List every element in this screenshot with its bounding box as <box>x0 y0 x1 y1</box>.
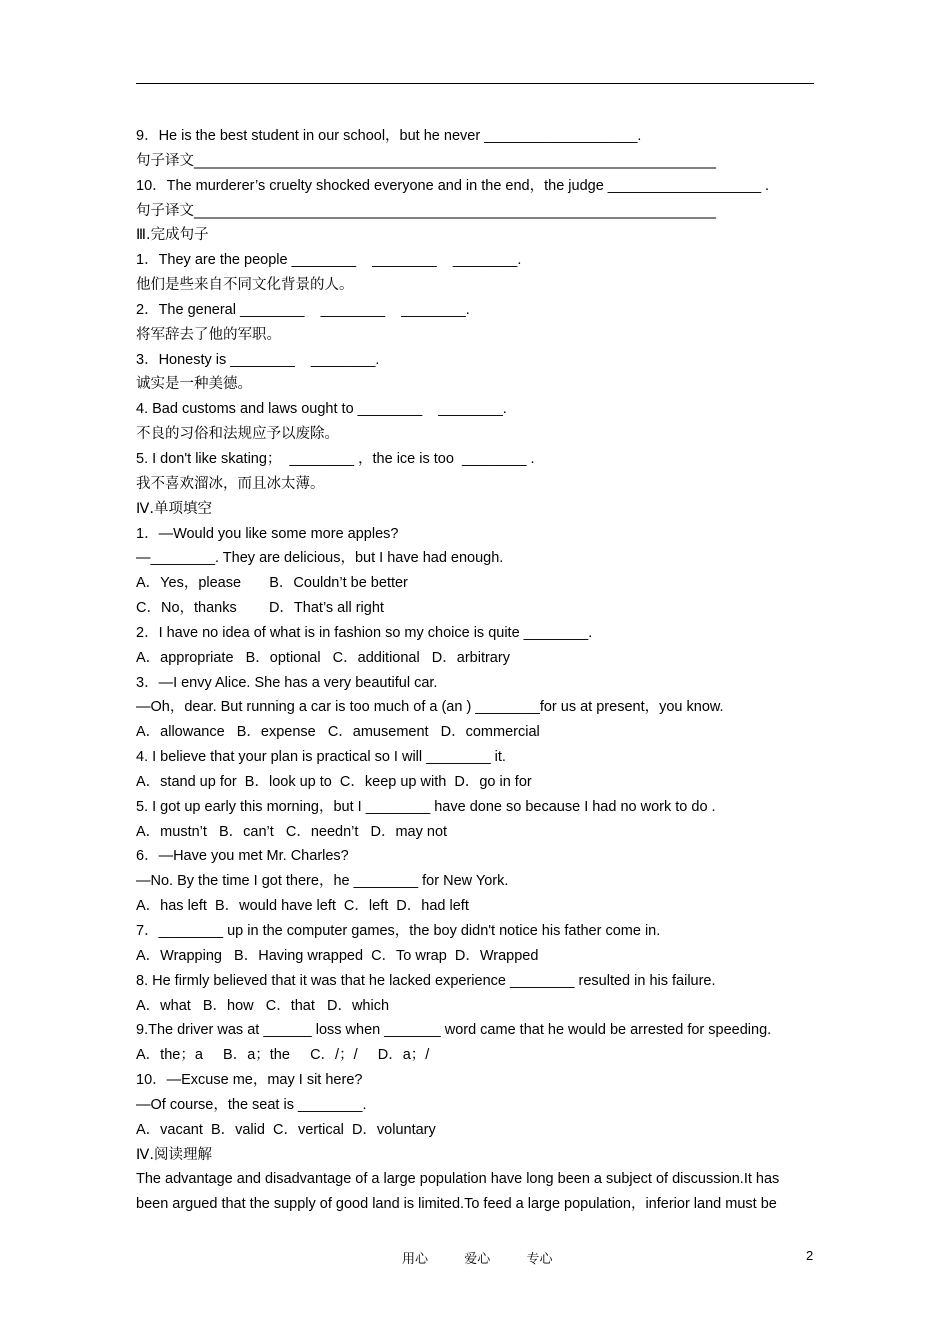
text-line: 诚实是一种美德。 <box>136 376 252 393</box>
text-line: 2．The general ________ ________ ________. <box>136 301 470 318</box>
page-number: 2 <box>806 1248 814 1263</box>
text-line: 5. I don't like skating； ________ ，the ice is too ________ . <box>136 450 535 467</box>
text-line: been argued that the supply of good land is limited.To feed a large population，inferior land must be <box>136 1196 777 1213</box>
text-line: The advantage and disadvantage of a large population have long been a subject of discussion.It has <box>136 1171 780 1188</box>
text-line: —Oh，dear. But running a car is too much of a (an ) ________for us at present，you know. <box>136 699 724 716</box>
footer-motto: 用心 爱心 专心 <box>402 1252 553 1267</box>
text-line: 1．—Would you like some more apples? <box>136 525 399 542</box>
text-line: 句子译文________________________________________________________________________ <box>136 202 716 219</box>
text-line: A．what B．how C．that D．which <box>136 997 390 1014</box>
text-line: 1．They are the people ________ ________ ________. <box>136 252 522 269</box>
text-line: 他们是些来自不同文化背景的人。 <box>136 277 354 294</box>
text-line: —No. By the time I got there，he ________ for New York. <box>136 873 509 890</box>
text-line: 我不喜欢溜冰，而且冰太薄。 <box>136 475 325 492</box>
text-line: 6．—Have you met Mr. Charles? <box>136 848 349 865</box>
text-line: A．mustn’t B．can’t C．needn’t D．may not <box>136 823 448 840</box>
page-footer <box>0 1248 950 1268</box>
text-line: A．has left B．would have left C．left D．had left <box>136 898 469 915</box>
text-line: 2．I have no idea of what is in fashion so my choice is quite ________. <box>136 624 593 641</box>
text-line: 3．Honesty is ________ ________. <box>136 351 380 368</box>
text-line: 句子译文________________________________________________________________________ <box>136 152 716 169</box>
text-line: 9．He is the best student in our school，but he never ___________________. <box>136 128 642 144</box>
text-line: 将军辞去了他的军职。 <box>136 326 281 343</box>
section-heading: Ⅲ.完成句子 <box>136 227 209 244</box>
text-line: A．vacant B．valid C．vertical D．voluntary <box>136 1121 436 1138</box>
text-line: 8. He firmly believed that it was that he lacked experience ________ resulted in his failure. <box>136 972 716 989</box>
text-line: A．the；a B．a；the C．/；/ D．a；/ <box>136 1047 430 1064</box>
text-line: —Of course，the seat is ________. <box>136 1096 367 1113</box>
text-line: 9.The driver was at ______ loss when _______ word came that he would be arrested for speeding. <box>136 1022 772 1039</box>
header-rule <box>136 83 814 84</box>
text-line: 7．________ up in the computer games，the boy didn't notice his father come in. <box>136 923 661 939</box>
text-line: A．Wrapping B．Having wrapped C．To wrap D．Wrapped <box>136 947 539 964</box>
text-line: A．Yes，please B．Couldn’t be better <box>136 575 408 592</box>
text-line: 5. I got up early this morning，but I ________ have done so because I had no work to do . <box>136 798 716 815</box>
section-heading: Ⅳ.阅读理解 <box>136 1146 212 1163</box>
text-line: C．No，thanks D．That’s all right <box>136 600 384 617</box>
section-heading: Ⅳ.单项填空 <box>136 500 212 517</box>
text-line: A．allowance B．expense C．amusement D．commercial <box>136 724 540 741</box>
text-line: 10．The murderer’s cruelty shocked everyone and in the end，the judge ___________________ . <box>136 177 770 194</box>
text-line: 10．—Excuse me，may I sit here? <box>136 1072 363 1089</box>
text-line: 不良的习俗和法规应予以废除。 <box>136 426 339 443</box>
text-line: —________. They are delicious，but I have had enough. <box>136 550 504 567</box>
text-line: A．stand up for B．look up to C．keep up with D．go in for <box>136 773 532 790</box>
document-body <box>136 124 826 1217</box>
text-line: 4. Bad customs and laws ought to ________ ________. <box>136 401 507 418</box>
text-line: 3．—I envy Alice. She has a very beautiful car. <box>136 674 438 691</box>
text-line: 4. I believe that your plan is practical so I will ________ it. <box>136 749 506 766</box>
text-line: A．appropriate B．optional C．additional D．arbitrary <box>136 649 510 666</box>
